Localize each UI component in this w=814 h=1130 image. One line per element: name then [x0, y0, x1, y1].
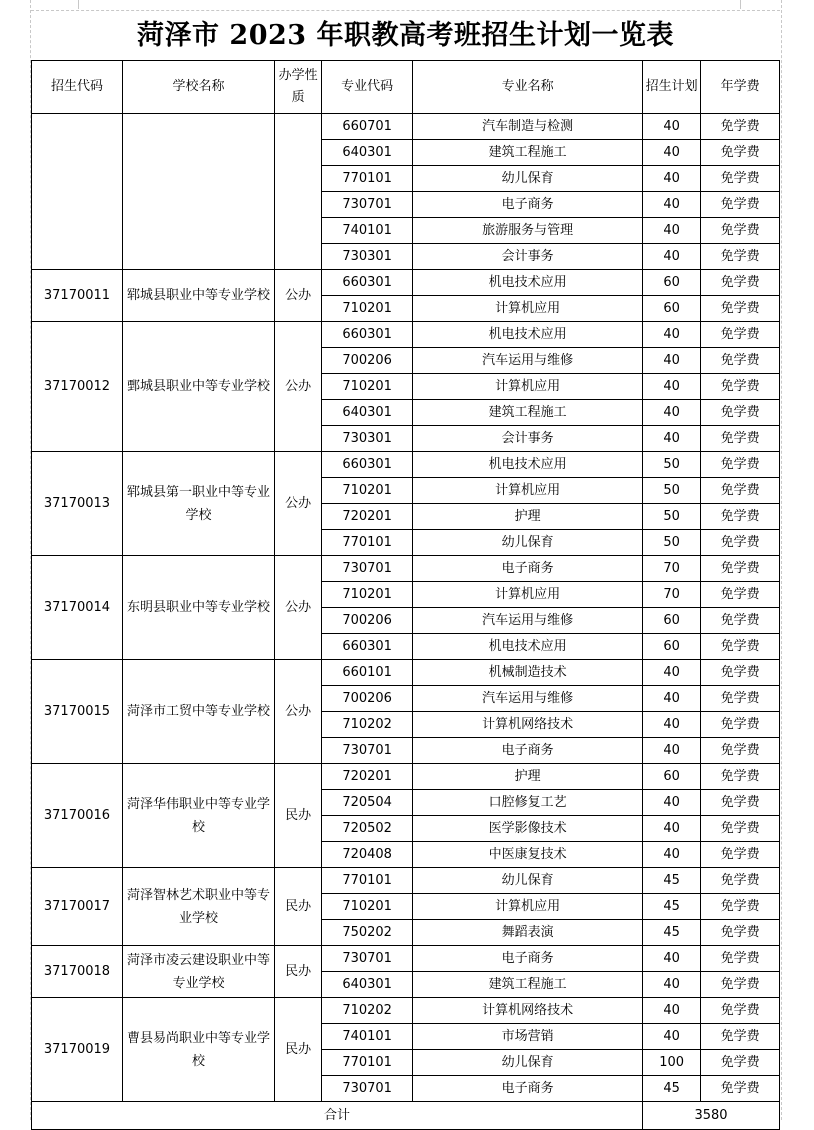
table-body — [32, 114, 780, 1102]
major-name: 建筑工程施工 — [413, 400, 643, 426]
annual-fee: 免学费 — [701, 1076, 780, 1102]
school-code: 37170014 — [32, 556, 123, 660]
enrollment-plan: 45 — [643, 868, 701, 894]
major-name: 幼儿保育 — [413, 166, 643, 192]
school-name: 菏泽市凌云建设职业中等专业学校 — [122, 946, 274, 998]
school-nature — [275, 114, 322, 270]
annual-fee: 免学费 — [701, 634, 780, 660]
annual-fee: 免学费 — [701, 426, 780, 452]
school-name: 郓城县第一职业中等专业学校 — [122, 452, 274, 556]
major-code: 660101 — [322, 660, 413, 686]
major-code: 700206 — [322, 608, 413, 634]
major-name: 计算机应用 — [413, 582, 643, 608]
major-name: 机电技术应用 — [413, 634, 643, 660]
enrollment-plan: 50 — [643, 504, 701, 530]
major-code: 730301 — [322, 244, 413, 270]
major-code: 640301 — [322, 400, 413, 426]
major-name: 幼儿保育 — [413, 530, 643, 556]
school-code: 37170015 — [32, 660, 123, 764]
major-code: 740101 — [322, 218, 413, 244]
major-name: 机电技术应用 — [413, 270, 643, 296]
major-name: 机械制造技术 — [413, 660, 643, 686]
enrollment-plan: 40 — [643, 166, 701, 192]
school-nature: 民办 — [275, 764, 322, 868]
enrollment-plan: 60 — [643, 296, 701, 322]
annual-fee: 免学费 — [701, 816, 780, 842]
total-value: 3580 — [643, 1102, 780, 1130]
major-code: 750202 — [322, 920, 413, 946]
enrollment-plan: 50 — [643, 478, 701, 504]
major-name: 幼儿保育 — [413, 868, 643, 894]
enrollment-plan: 40 — [643, 816, 701, 842]
annual-fee: 免学费 — [701, 478, 780, 504]
enrollment-plan: 40 — [643, 1024, 701, 1050]
major-name: 舞蹈表演 — [413, 920, 643, 946]
table-row — [32, 452, 780, 478]
enrollment-plan: 45 — [643, 894, 701, 920]
major-code: 720502 — [322, 816, 413, 842]
header-major-name: 专业名称 — [413, 61, 643, 114]
annual-fee: 免学费 — [701, 192, 780, 218]
header-major-code: 专业代码 — [322, 61, 413, 114]
school-name: 菏泽智林艺术职业中等专业学校 — [122, 868, 274, 946]
major-name: 计算机应用 — [413, 478, 643, 504]
school-name: 鄄城县职业中等专业学校 — [122, 322, 274, 452]
school-name: 曹县易尚职业中等专业学校 — [122, 998, 274, 1102]
major-code: 640301 — [322, 140, 413, 166]
major-code: 770101 — [322, 530, 413, 556]
school-name: 东明县职业中等专业学校 — [122, 556, 274, 660]
major-code: 710201 — [322, 296, 413, 322]
header-annual-fee: 年学费 — [701, 61, 780, 114]
enrollment-plan: 40 — [643, 946, 701, 972]
table-row — [32, 660, 780, 686]
school-nature: 民办 — [275, 998, 322, 1102]
major-code: 710201 — [322, 374, 413, 400]
enrollment-plan: 40 — [643, 140, 701, 166]
school-code: 37170018 — [32, 946, 123, 998]
major-name: 中医康复技术 — [413, 842, 643, 868]
annual-fee: 免学费 — [701, 244, 780, 270]
school-code — [32, 114, 123, 270]
school-nature: 公办 — [275, 452, 322, 556]
major-name: 计算机网络技术 — [413, 998, 643, 1024]
school-nature: 公办 — [275, 660, 322, 764]
annual-fee: 免学费 — [701, 348, 780, 374]
enrollment-plan: 40 — [643, 426, 701, 452]
major-code: 700206 — [322, 348, 413, 374]
annual-fee: 免学费 — [701, 764, 780, 790]
major-name: 汽车制造与检测 — [413, 114, 643, 140]
table-row — [32, 270, 780, 296]
major-name: 建筑工程施工 — [413, 972, 643, 998]
major-name: 建筑工程施工 — [413, 140, 643, 166]
annual-fee: 免学费 — [701, 556, 780, 582]
school-code: 37170011 — [32, 270, 123, 322]
major-code: 770101 — [322, 166, 413, 192]
enrollment-plan: 40 — [643, 842, 701, 868]
major-name: 幼儿保育 — [413, 1050, 643, 1076]
major-name: 旅游服务与管理 — [413, 218, 643, 244]
annual-fee: 免学费 — [701, 920, 780, 946]
annual-fee: 免学费 — [701, 972, 780, 998]
major-code: 710202 — [322, 712, 413, 738]
major-code: 660701 — [322, 114, 413, 140]
major-code: 640301 — [322, 972, 413, 998]
enrollment-plan: 40 — [643, 218, 701, 244]
enrollment-plan: 40 — [643, 790, 701, 816]
enrollment-plan: 60 — [643, 634, 701, 660]
annual-fee: 免学费 — [701, 270, 780, 296]
annual-fee: 免学费 — [701, 400, 780, 426]
annual-fee: 免学费 — [701, 140, 780, 166]
annual-fee: 免学费 — [701, 322, 780, 348]
school-code: 37170017 — [32, 868, 123, 946]
annual-fee: 免学费 — [701, 582, 780, 608]
header-school-code: 招生代码 — [32, 61, 123, 114]
major-code: 660301 — [322, 634, 413, 660]
enrollment-plan: 70 — [643, 582, 701, 608]
major-code: 700206 — [322, 686, 413, 712]
enrollment-plan: 50 — [643, 452, 701, 478]
major-name: 汽车运用与维修 — [413, 608, 643, 634]
enrollment-plan: 60 — [643, 608, 701, 634]
school-nature: 公办 — [275, 270, 322, 322]
major-name: 机电技术应用 — [413, 452, 643, 478]
enrollment-plan: 60 — [643, 270, 701, 296]
enrollment-plan: 40 — [643, 114, 701, 140]
annual-fee: 免学费 — [701, 842, 780, 868]
school-name: 郓城县职业中等专业学校 — [122, 270, 274, 322]
major-name: 市场营销 — [413, 1024, 643, 1050]
enrollment-plan: 45 — [643, 1076, 701, 1102]
table-row — [32, 946, 780, 972]
annual-fee: 免学费 — [701, 868, 780, 894]
major-code: 730701 — [322, 738, 413, 764]
page-title: 菏泽市 2023 年职教高考班招生计划一览表 — [137, 20, 674, 51]
major-name: 计算机应用 — [413, 374, 643, 400]
major-name: 电子商务 — [413, 1076, 643, 1102]
annual-fee: 免学费 — [701, 1050, 780, 1076]
enrollment-plan: 50 — [643, 530, 701, 556]
enrollment-plan: 40 — [643, 192, 701, 218]
enrollment-plan: 40 — [643, 660, 701, 686]
annual-fee: 免学费 — [701, 374, 780, 400]
major-code: 730701 — [322, 556, 413, 582]
major-name: 医学影像技术 — [413, 816, 643, 842]
enrollment-plan: 40 — [643, 400, 701, 426]
enrollment-plan: 40 — [643, 348, 701, 374]
major-code: 730301 — [322, 426, 413, 452]
major-code: 720408 — [322, 842, 413, 868]
major-code: 770101 — [322, 868, 413, 894]
total-row — [32, 1102, 780, 1130]
table-row — [32, 764, 780, 790]
table-row — [32, 998, 780, 1024]
annual-fee: 免学费 — [701, 530, 780, 556]
table-row — [32, 322, 780, 348]
enrollment-plan: 100 — [643, 1050, 701, 1076]
school-nature: 民办 — [275, 946, 322, 998]
major-name: 护理 — [413, 764, 643, 790]
annual-fee: 免学费 — [701, 504, 780, 530]
enrollment-plan: 40 — [643, 322, 701, 348]
major-code: 710201 — [322, 478, 413, 504]
school-code: 37170016 — [32, 764, 123, 868]
school-name — [122, 114, 274, 270]
school-code: 37170019 — [32, 998, 123, 1102]
annual-fee: 免学费 — [701, 166, 780, 192]
school-nature: 民办 — [275, 868, 322, 946]
annual-fee: 免学费 — [701, 608, 780, 634]
school-nature: 公办 — [275, 556, 322, 660]
major-code: 660301 — [322, 452, 413, 478]
major-name: 会计事务 — [413, 244, 643, 270]
major-name: 电子商务 — [413, 738, 643, 764]
header-school-nature: 办学性质 — [275, 61, 322, 114]
major-name: 电子商务 — [413, 192, 643, 218]
major-name: 计算机应用 — [413, 296, 643, 322]
major-code: 660301 — [322, 322, 413, 348]
annual-fee: 免学费 — [701, 114, 780, 140]
annual-fee: 免学费 — [701, 686, 780, 712]
major-code: 720201 — [322, 764, 413, 790]
major-name: 口腔修复工艺 — [413, 790, 643, 816]
enrollment-plan: 40 — [643, 244, 701, 270]
annual-fee: 免学费 — [701, 296, 780, 322]
enrollment-plan: 45 — [643, 920, 701, 946]
major-name: 会计事务 — [413, 426, 643, 452]
enrollment-plan: 40 — [643, 374, 701, 400]
major-name: 电子商务 — [413, 946, 643, 972]
annual-fee: 免学费 — [701, 712, 780, 738]
major-code: 730701 — [322, 946, 413, 972]
annual-fee: 免学费 — [701, 1024, 780, 1050]
enrollment-plan: 40 — [643, 998, 701, 1024]
annual-fee: 免学费 — [701, 660, 780, 686]
major-code: 710201 — [322, 894, 413, 920]
major-code: 770101 — [322, 1050, 413, 1076]
title-box — [31, 10, 780, 61]
major-code: 730701 — [322, 192, 413, 218]
school-code: 37170013 — [32, 452, 123, 556]
table-row — [32, 114, 780, 140]
school-name: 菏泽华伟职业中等专业学校 — [122, 764, 274, 868]
enrollment-plan: 40 — [643, 738, 701, 764]
enrollment-plan: 40 — [643, 712, 701, 738]
annual-fee: 免学费 — [701, 946, 780, 972]
enrollment-plan: 40 — [643, 686, 701, 712]
major-code: 740101 — [322, 1024, 413, 1050]
major-code: 710201 — [322, 582, 413, 608]
major-name: 计算机应用 — [413, 894, 643, 920]
enrollment-plan: 60 — [643, 764, 701, 790]
enrollment-plan: 70 — [643, 556, 701, 582]
major-name: 汽车运用与维修 — [413, 348, 643, 374]
page-corner-marks — [0, 0, 814, 10]
school-code: 37170012 — [32, 322, 123, 452]
annual-fee: 免学费 — [701, 452, 780, 478]
annual-fee: 免学费 — [701, 218, 780, 244]
major-name: 计算机网络技术 — [413, 712, 643, 738]
annual-fee: 免学费 — [701, 998, 780, 1024]
enrollment-plan-table — [31, 60, 780, 1130]
total-label: 合计 — [32, 1102, 643, 1130]
annual-fee: 免学费 — [701, 790, 780, 816]
enrollment-plan: 40 — [643, 972, 701, 998]
header-school-name: 学校名称 — [122, 61, 274, 114]
major-code: 710202 — [322, 998, 413, 1024]
major-code: 660301 — [322, 270, 413, 296]
school-nature: 公办 — [275, 322, 322, 452]
annual-fee: 免学费 — [701, 738, 780, 764]
table-header-row — [32, 61, 780, 114]
major-name: 电子商务 — [413, 556, 643, 582]
major-name: 汽车运用与维修 — [413, 686, 643, 712]
table-row — [32, 868, 780, 894]
major-name: 机电技术应用 — [413, 322, 643, 348]
header-enrollment-plan: 招生计划 — [643, 61, 701, 114]
major-code: 730701 — [322, 1076, 413, 1102]
major-code: 720201 — [322, 504, 413, 530]
table-row — [32, 556, 780, 582]
annual-fee: 免学费 — [701, 894, 780, 920]
major-code: 720504 — [322, 790, 413, 816]
school-name: 菏泽市工贸中等专业学校 — [122, 660, 274, 764]
major-name: 护理 — [413, 504, 643, 530]
